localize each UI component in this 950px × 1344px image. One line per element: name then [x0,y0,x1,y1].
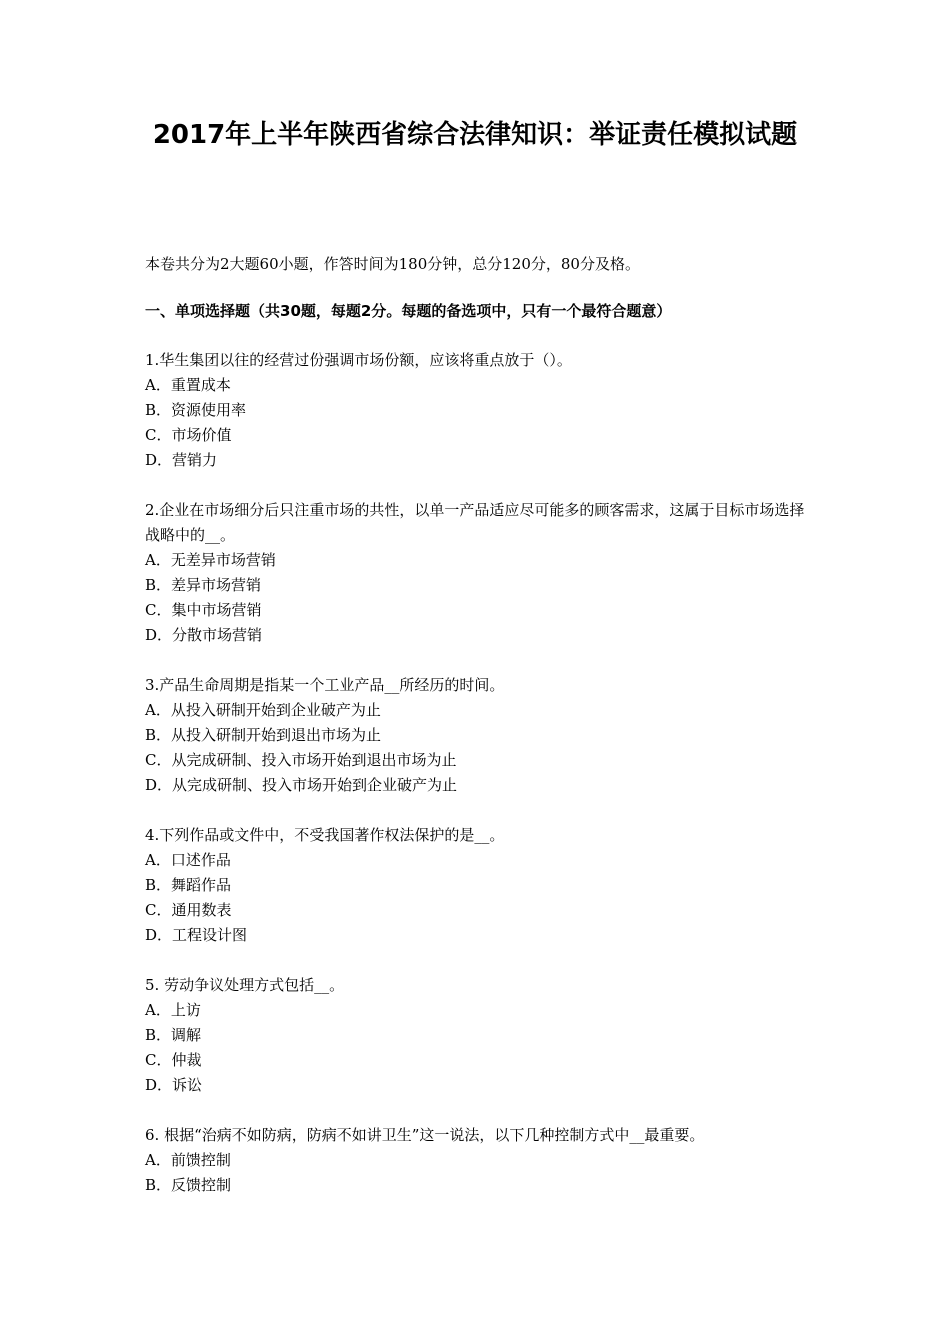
question-6 [145,1123,817,1198]
answer-option: A．上访 [145,1001,201,1019]
question-stem: 2.企业在市场细分后只注重市场的共性，以单一产品适应尽可能多的顾客需求，这属于目标市场选择战略中的__。 [145,501,805,544]
answer-option: A．从投入研制开始到企业破产为止 [145,701,381,719]
question-3 [145,673,817,798]
answer-option: C．从完成研制、投入市场开始到退出市场为止 [145,751,457,769]
question-4 [145,823,817,948]
answer-option: D．从完成研制、投入市场开始到企业破产为止 [145,776,458,794]
answer-option: B．反馈控制 [145,1176,232,1194]
answer-option: B．资源使用率 [145,401,247,419]
answer-option: A．无差异市场营销 [145,551,276,569]
answer-option: A．前馈控制 [145,1151,231,1169]
question-stem: 5. 劳动争议处理方式包括__。 [145,976,345,994]
question-2 [145,498,817,648]
answer-option: B．差异市场营销 [145,576,262,594]
question-5 [145,973,817,1098]
answer-option: A．口述作品 [145,851,231,869]
question-stem: 4.下列作品或文件中，不受我国著作权法保护的是__。 [145,826,505,844]
answer-option: C．仲裁 [145,1051,202,1069]
question-1 [145,348,817,473]
question-list [145,348,817,1223]
question-stem: 1.华生集团以往的经营过份强调市场份额，应该将重点放于（）。 [145,351,572,369]
answer-option: B．从投入研制开始到退出市场为止 [145,726,382,744]
answer-option: B．舞蹈作品 [145,876,232,894]
answer-option: D．营销力 [145,451,218,469]
answer-option: D．分散市场营销 [145,626,263,644]
exam-intro: 本卷共分为2大题60小题，作答时间为180分钟，总分120分，80分及格。 [145,255,640,273]
answer-option: C．通用数表 [145,901,232,919]
answer-option: B．调解 [145,1026,202,1044]
answer-option: D．诉讼 [145,1076,203,1094]
question-stem: 6. 根据“治病不如防病，防病不如讲卫生”这一说法，以下几种控制方式中__最重要。 [145,1126,705,1144]
answer-option: A．重置成本 [145,376,231,394]
question-stem: 3.产品生命周期是指某一个工业产品__所经历的时间。 [145,676,505,694]
answer-option: C．集中市场营销 [145,601,262,619]
document-title: 2017年上半年陕西省综合法律知识：举证责任模拟试题 [152,120,798,150]
answer-option: D．工程设计图 [145,926,248,944]
answer-option: C．市场价值 [145,426,232,444]
section-heading: 一、单项选择题（共30题，每题2分。每题的备选项中，只有一个最符合题意） [145,302,672,320]
